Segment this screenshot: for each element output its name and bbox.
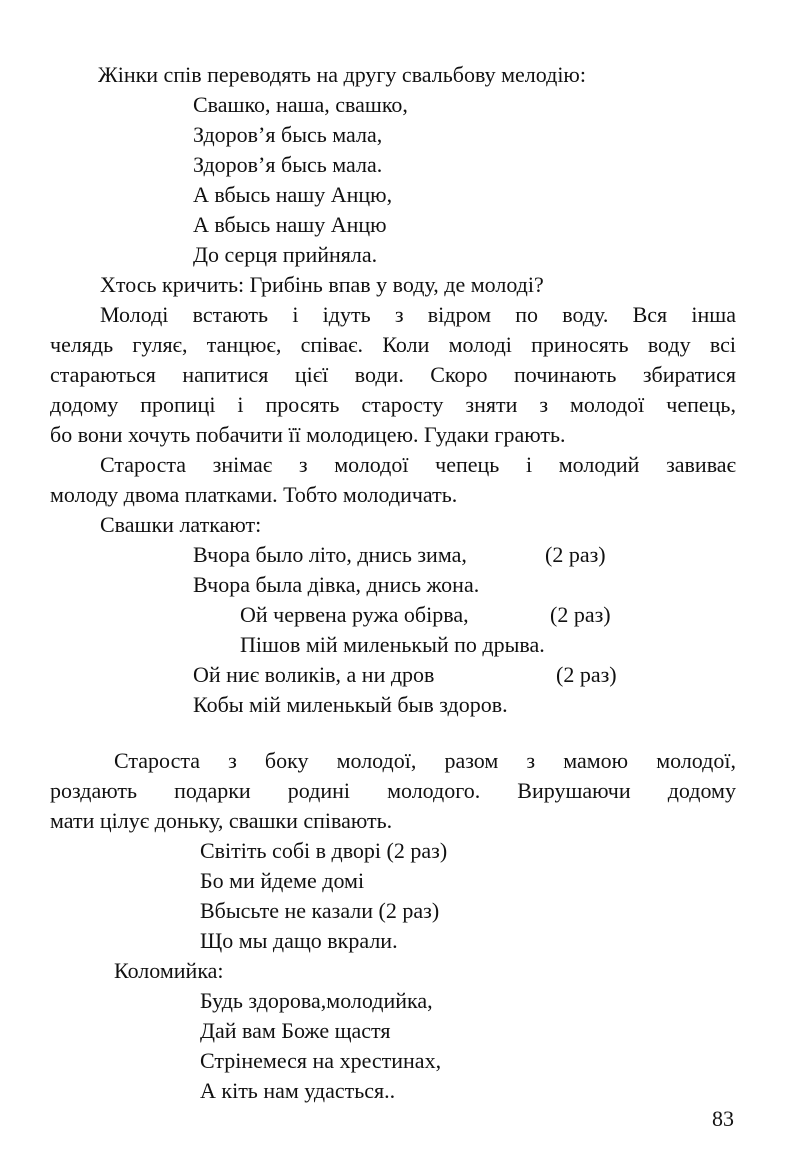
verse-line: Здоров’я бысь мала. xyxy=(193,152,383,177)
verse-line: Будь здорова,молодийка, xyxy=(200,988,433,1013)
verse-line: Кобы мій миленькый быв здоров. xyxy=(193,692,508,717)
word: приносять xyxy=(531,332,629,357)
word: збиратися xyxy=(642,362,736,387)
verse-line: Світіть собі в дворі (2 раз) xyxy=(200,838,448,863)
verse-line: Вбысьте не казали (2 раз) xyxy=(200,898,440,923)
word: цієї xyxy=(294,362,329,387)
narrative-line xyxy=(50,394,736,416)
page-number: 83 xyxy=(712,1106,734,1131)
word: додому xyxy=(667,778,736,803)
repeat-mark: (2 раз) xyxy=(545,542,606,567)
narrative-line: мати цілує доньку, свашки співають. xyxy=(50,808,393,833)
word: боку xyxy=(264,748,309,773)
repeat-mark: (2 раз) xyxy=(550,602,611,627)
verse-line: Дай вам Боже щастя xyxy=(200,1018,391,1043)
narrative-line: Свашки латкают: xyxy=(100,512,262,537)
word: старосту xyxy=(361,392,444,417)
verse-line: Що мы дащо вкрали. xyxy=(200,928,398,953)
word: Вирушаючи xyxy=(517,778,631,803)
word: всі xyxy=(709,332,736,357)
verse-line: А вбысь нашу Анцю, xyxy=(193,182,393,207)
word: з xyxy=(228,748,237,773)
narrative-line xyxy=(100,454,736,476)
verse-line: Вчора была дівка, днись жона. xyxy=(193,572,480,597)
word: молоді xyxy=(448,332,512,357)
section-label: Коломийка: xyxy=(114,958,224,983)
word: і xyxy=(237,392,244,417)
verse-line: А кіть нам удасться.. xyxy=(200,1078,396,1103)
narrative-line xyxy=(50,780,736,802)
narrative-line xyxy=(50,364,736,386)
word: гуляє, xyxy=(132,332,188,357)
narrative-line xyxy=(114,750,736,772)
word: завиває xyxy=(666,452,736,477)
word: молодої, xyxy=(656,748,736,773)
verse-line: Ой червена ружа обірва, xyxy=(240,602,469,627)
word: Староста xyxy=(114,748,200,773)
word: воду. xyxy=(562,302,609,327)
word: з xyxy=(526,748,536,773)
word: по xyxy=(515,302,539,327)
word: подарки xyxy=(174,778,251,803)
word: молодий xyxy=(558,452,640,477)
word: молодого. xyxy=(387,778,481,803)
verse-line: До серця прийняла. xyxy=(193,242,378,267)
word: додому xyxy=(50,392,119,417)
narrative-line: бо вони хочуть побачити її молодицею. Гудаки грають. xyxy=(50,422,566,447)
word: Скоро xyxy=(430,362,488,387)
verse-line: Вчора было літо, днись зима, xyxy=(193,542,467,567)
repeat-mark: (2 раз) xyxy=(556,662,617,687)
narrative-line: Жінки спів переводять на другу свальбову мелодію: xyxy=(98,62,586,87)
word: Вся xyxy=(632,302,668,327)
verse-line: Пішов мій миленькый по дрыва. xyxy=(240,632,545,657)
verse-line: Свашко, наша, свашко, xyxy=(193,92,408,117)
word: танцює, xyxy=(206,332,282,357)
word: челядь xyxy=(50,332,114,357)
word: співає. xyxy=(300,332,364,357)
narrative-line: молоду двома платками. Тобто молодичать. xyxy=(50,482,458,507)
word: з xyxy=(394,302,404,327)
word: молодої, xyxy=(336,748,417,773)
word: Коли xyxy=(382,332,430,357)
verse-line: Бо ми йдеме домі xyxy=(200,868,365,893)
word: знімає xyxy=(212,452,273,477)
word: відром xyxy=(427,302,491,327)
word: Молоді xyxy=(100,302,169,327)
word: інша xyxy=(691,302,736,327)
word: чепець xyxy=(435,452,500,477)
word: роздають xyxy=(50,778,138,803)
word: встають xyxy=(192,302,269,327)
word: води. xyxy=(354,362,404,387)
verse-line: Стрінемеся на хрестинах, xyxy=(200,1048,442,1073)
word: мамою xyxy=(563,748,629,773)
word: Староста xyxy=(100,452,186,477)
word: і xyxy=(525,452,533,477)
word: стараються xyxy=(50,362,156,387)
word: разом xyxy=(444,748,499,773)
verse-line: Здоров’я бысь мала, xyxy=(193,122,383,147)
verse-line: Ой ниє воликів, а ни дров xyxy=(193,662,435,687)
word: чепець, xyxy=(666,392,736,417)
narrative-line: Хтось кричить: Грибінь впав у воду, де молоді? xyxy=(100,272,544,297)
word: молодої xyxy=(570,392,645,417)
word: напитися xyxy=(182,362,269,387)
word: просять xyxy=(265,392,340,417)
word: зняти xyxy=(465,392,518,417)
word: ідуть xyxy=(322,302,371,327)
word: починають xyxy=(513,362,617,387)
narrative-line xyxy=(100,304,736,326)
narrative-line xyxy=(50,334,736,356)
word: пропиці xyxy=(140,392,216,417)
verse-line: А вбысь нашу Анцю xyxy=(193,212,387,237)
word: молодої xyxy=(334,452,409,477)
word: з xyxy=(298,452,308,477)
word: воду xyxy=(647,332,691,357)
word: і xyxy=(292,302,299,327)
word: родині xyxy=(287,778,350,803)
word: з xyxy=(539,392,549,417)
